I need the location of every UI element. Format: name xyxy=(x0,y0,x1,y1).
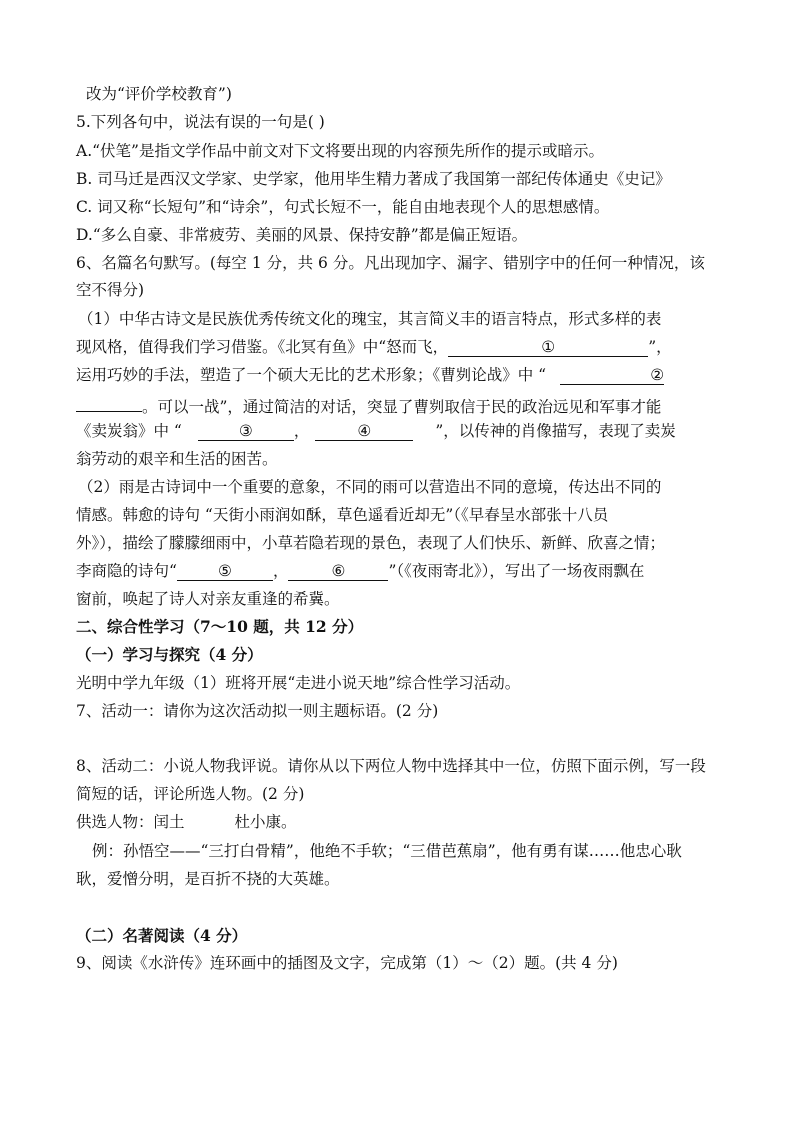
text: 供选人物：闰土 xyxy=(76,813,185,831)
text: 简短的话，评论所选人物。(2 分) xyxy=(76,785,305,803)
text: 情感。韩愈的诗句 “天街小雨润如酥，草色遥看近却无”（《早春呈水部张十八员 xyxy=(76,506,609,524)
text-line xyxy=(78,309,728,331)
fill-blank-3[interactable]: ③ xyxy=(198,422,294,441)
text: 空不得分) xyxy=(76,281,145,299)
fill-blank-2[interactable]: ② xyxy=(560,366,664,385)
text-line xyxy=(76,505,726,527)
fill-blank-5[interactable]: ⑤ xyxy=(177,562,273,581)
text: 李商隐的诗句“ xyxy=(76,562,177,580)
question-7 xyxy=(76,701,726,723)
subsection-1-heading xyxy=(76,645,726,667)
text: ， xyxy=(293,422,310,440)
text-line xyxy=(76,561,726,583)
text: 9、阅读《水浒传》连环画中的插图及文字，完成第（1）～（2）题。(共 4 分) xyxy=(76,954,618,972)
text: 《卖炭翁》中 “ xyxy=(76,422,182,440)
text-line xyxy=(76,869,726,891)
text: 8、活动二：小说人物我评说。请你从以下两位人物中选择其中一位，仿照下面示例，写一段 xyxy=(76,757,706,775)
subsection-2-heading xyxy=(76,926,726,948)
option-a xyxy=(76,141,726,163)
text-line xyxy=(76,365,726,387)
option-b xyxy=(76,169,726,191)
text: （一）学习与探究（4 分） xyxy=(76,645,263,664)
fill-blank-6[interactable]: ⑥ xyxy=(288,562,388,581)
text: 窗前，唤起了诗人对亲友重逢的希冀。 xyxy=(76,590,340,608)
fill-blank-1[interactable]: ① xyxy=(448,338,648,357)
text: （2）雨是古诗词中一个重要的意象，不同的雨可以营造出不同的意境，传达出不同的 xyxy=(78,478,662,496)
question-6-stem xyxy=(76,253,726,275)
text-line xyxy=(76,421,726,443)
text-line xyxy=(76,337,726,359)
text-line xyxy=(76,673,726,695)
text: （1）中华古诗文是民族优秀传统文化的瑰宝，其言简义丰的语言特点，形式多样的表 xyxy=(78,310,662,328)
text: 光明中学九年级（1）班将开展“走进小说天地”综合性学习活动。 xyxy=(76,674,521,692)
text-line xyxy=(76,784,726,806)
text: 6、名篇名句默写。(每空 1 分，共 6 分。凡出现加字、漏字、错别字中的任何一种情况，该 xyxy=(76,254,705,272)
text: 翁劳动的艰辛和生活的困苦。 xyxy=(76,450,278,468)
text: （二）名著阅读（4 分） xyxy=(76,926,248,945)
text: 外》），描绘了朦朦细雨中，小草若隐若现的景色，表现了人们快乐、新鲜、欣喜之情； xyxy=(76,534,666,552)
text-line xyxy=(76,589,726,611)
text: ”（《夜雨寄北》），写出了一场夜雨飘在 xyxy=(388,562,645,580)
text: 。可以一战”，通过简洁的对话，突显了曹刿取信于民的政治远见和军事才能 xyxy=(142,398,662,416)
question-5-stem xyxy=(76,112,726,134)
text: ， xyxy=(272,562,289,580)
text: D.“多么自豪、非常疲劳、美丽的风景、保持安静”都是偏正短语。 xyxy=(76,226,528,244)
question-9 xyxy=(76,953,726,975)
text: 现风格，值得我们学习借鉴。《北冥有鱼》中“怒而飞， xyxy=(76,338,449,356)
text: 二、综合性学习（7～10 题，共 12 分） xyxy=(76,617,364,636)
fill-blank-4[interactable]: ④ xyxy=(315,422,413,441)
text: 例：孙悟空——“三打白骨精”，他绝不手软；“三借芭蕉扇”，他有勇有谋……他忠心耿 xyxy=(92,842,682,860)
option-c xyxy=(76,197,726,219)
text: 7、活动一：请你为这次活动拟一则主题标语。(2 分) xyxy=(76,702,439,720)
text: B. 司马迁是西汉文学家、史学家，他用毕生精力著成了我国第一部纪传体通史《史记》 xyxy=(76,170,671,188)
text-line xyxy=(86,84,736,106)
text: A.“伏笔”是指文学作品中前文对下文将要出现的内容预先所作的提示或暗示。 xyxy=(76,142,604,160)
text-line xyxy=(76,449,726,471)
text: 5.下列各句中，说法有误的一句是( ) xyxy=(76,113,325,131)
text-line xyxy=(78,477,728,499)
text: 运用巧妙的手法，塑造了一个硕大无比的艺术形象；《曹刿论战》中 “ xyxy=(76,366,547,384)
text: 耿，爱憎分明，是百折不挠的大英雄。 xyxy=(76,870,340,888)
fill-blank-2-continued[interactable] xyxy=(76,393,142,412)
text-line xyxy=(76,280,726,302)
section-2-heading xyxy=(76,617,726,639)
text: ”，以传神的肖像描写，表现了卖炭 xyxy=(435,422,676,440)
text-line xyxy=(76,533,726,555)
text: C. 词又称“长短句”和“诗余”，句式长短不一，能自由地表现个人的思想感情。 xyxy=(76,198,610,216)
text: 杜小康。 xyxy=(234,813,297,831)
text-line xyxy=(76,393,726,415)
question-8 xyxy=(76,756,726,778)
example-text xyxy=(92,841,742,863)
text: 改为“评价学校教育”) xyxy=(86,85,232,103)
text-line xyxy=(76,812,726,834)
text: ”， xyxy=(648,338,672,356)
option-d xyxy=(76,225,726,247)
